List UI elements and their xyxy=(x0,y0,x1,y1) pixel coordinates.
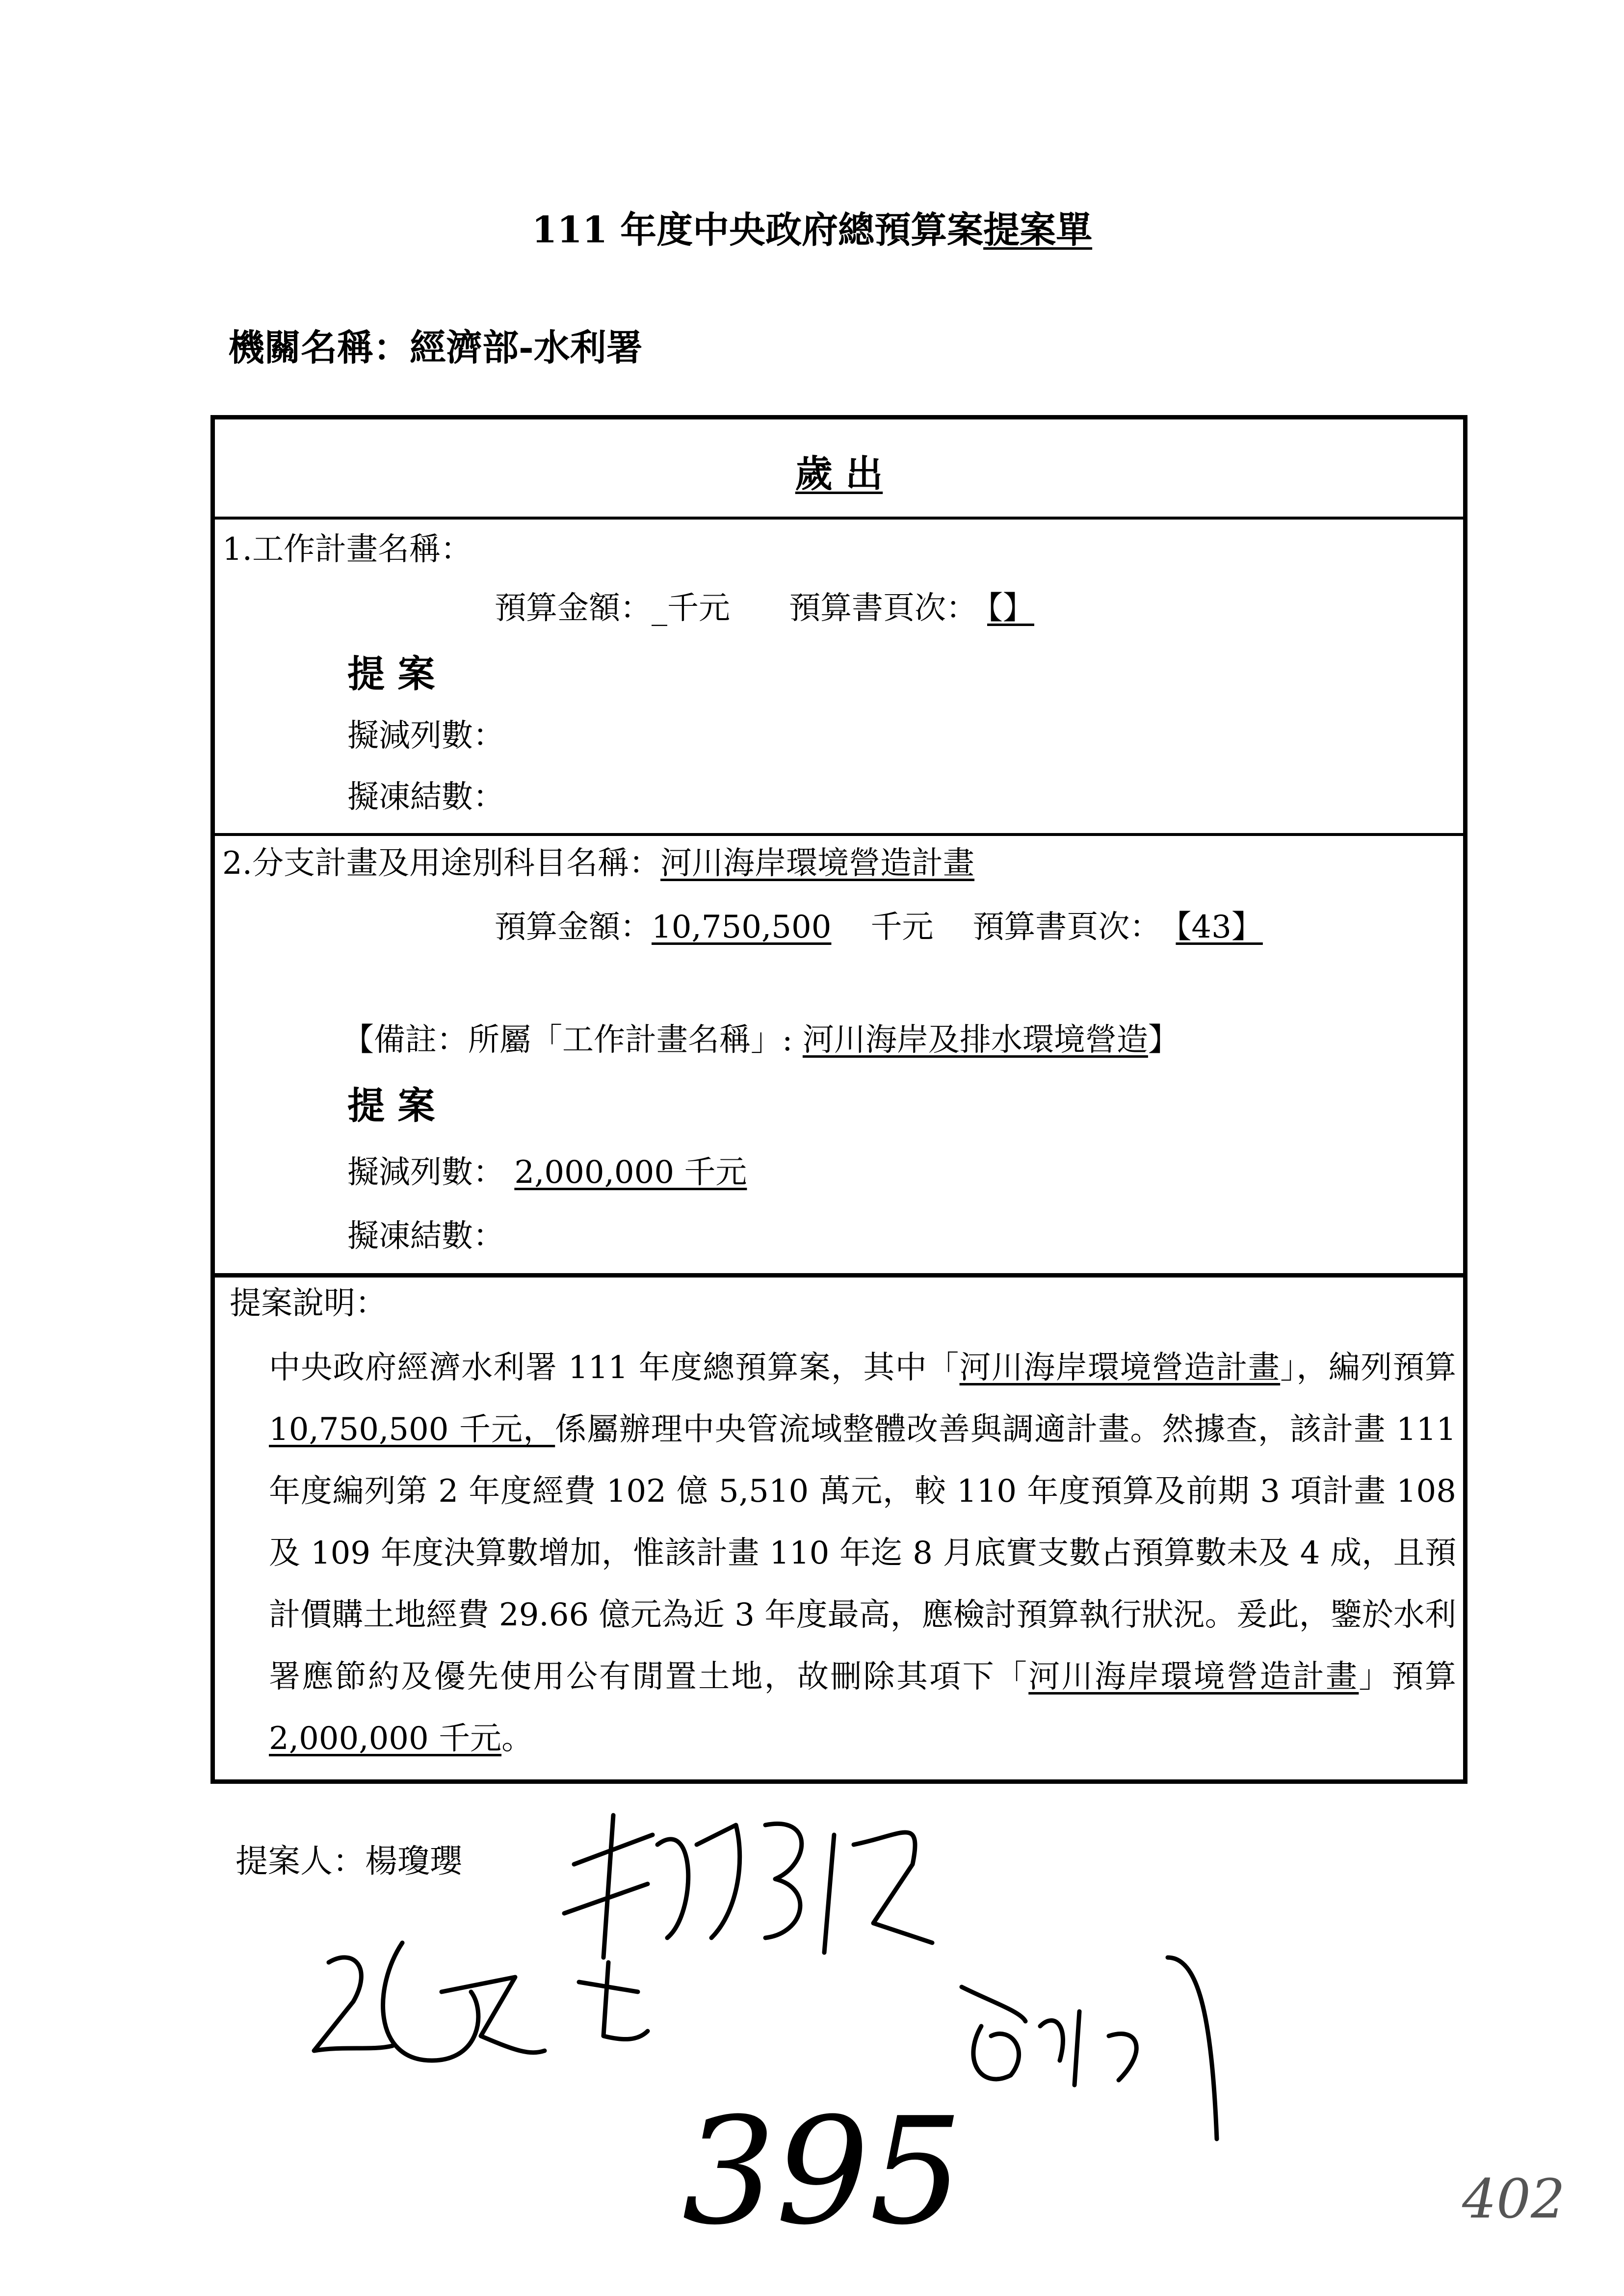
budget-amount: 10,750,500 xyxy=(652,909,832,945)
title-suffix: 提案單 xyxy=(983,209,1093,251)
cut-label: 擬減列數： xyxy=(347,1154,504,1191)
cut-value: 2,000,000 千元 xyxy=(514,1154,747,1191)
section1-label: 1.工作計畫名稱： xyxy=(222,531,472,568)
signature-3 xyxy=(962,1957,1217,2139)
page-label: 預算書頁次： xyxy=(972,909,1161,945)
section1-proposal-heading: 提 案 xyxy=(347,652,435,696)
page-value: 【】 xyxy=(987,590,1034,626)
unit: 千元 xyxy=(667,590,730,626)
explanation-label: 提案說明： xyxy=(230,1285,387,1322)
agency-name: 機關名稱：經濟部-水利署 xyxy=(228,327,643,369)
section1-freeze-label: 擬凍結數： xyxy=(347,779,504,815)
note-prefix: 【備註：所屬「工作計畫名稱」: xyxy=(342,1022,793,1058)
cut-amount: 2,000,000 千元 xyxy=(269,1721,502,1757)
text: 係屬辦理中央管流域整體改善與調適計畫。然據查，該計畫 111 年度編列第 2 年度經費 102 億 5,510 萬元，較 110 年度預算及前期 3 項計畫 108 及 109 年度決算數增加，惟該計畫 110 年迄 8 月底實支數占預算數未及 4 成，且預計價購土地經費 29.66 億元為近 3 年度最高，應檢討預算執行狀況。爰此，鑒於水利署應節約及優先使用公有閒置土地，故刪除其項下「 xyxy=(269,1411,1457,1695)
text: 」，編列預算 xyxy=(1280,1350,1457,1386)
page-label: 預算書頁次： xyxy=(789,590,977,626)
handwritten-page-number: 402 xyxy=(1462,2167,1565,2230)
note-suffix: 】 xyxy=(1148,1022,1179,1058)
title-text: 111 年度中央政府總預算案 xyxy=(531,209,984,251)
signature-2 xyxy=(314,1943,648,2061)
section1-cut-label: 擬減列數： xyxy=(347,718,504,754)
unit: 千元 xyxy=(870,909,934,945)
signature-1 xyxy=(564,1815,932,1957)
budget-label: 預算金額： xyxy=(495,909,652,945)
section2-proposal-heading: 提 案 xyxy=(347,1084,435,1127)
plan-name: 河川海岸環境營造計畫 xyxy=(959,1350,1281,1386)
note-value: 河川海岸及排水環境營造 xyxy=(802,1022,1148,1058)
plan-name: 河川海岸環境營造計畫 xyxy=(1028,1659,1359,1695)
label: 2.分支計畫及用途別科目名稱： xyxy=(222,845,661,882)
handwritten-number: 395 xyxy=(682,2086,963,2257)
text: 。 xyxy=(501,1721,533,1757)
section2-freeze-label: 擬凍結數： xyxy=(347,1218,504,1254)
proposer: 提案人：楊瓊瓔 xyxy=(236,1842,462,1880)
budget-label: 預算金額： xyxy=(495,590,652,626)
text: 中央政府經濟水利署 111 年度總預算案，其中「 xyxy=(269,1350,960,1386)
budget-amount: 10,750,500 千元， xyxy=(269,1411,555,1448)
text: 」預算 xyxy=(1359,1659,1457,1695)
budget-amount: _ xyxy=(652,590,667,626)
page-value: 【43】 xyxy=(1176,909,1263,945)
header-expenditure: 歲 出 xyxy=(795,452,883,496)
sub-plan-name: 河川海岸環境營造計畫 xyxy=(660,845,975,882)
